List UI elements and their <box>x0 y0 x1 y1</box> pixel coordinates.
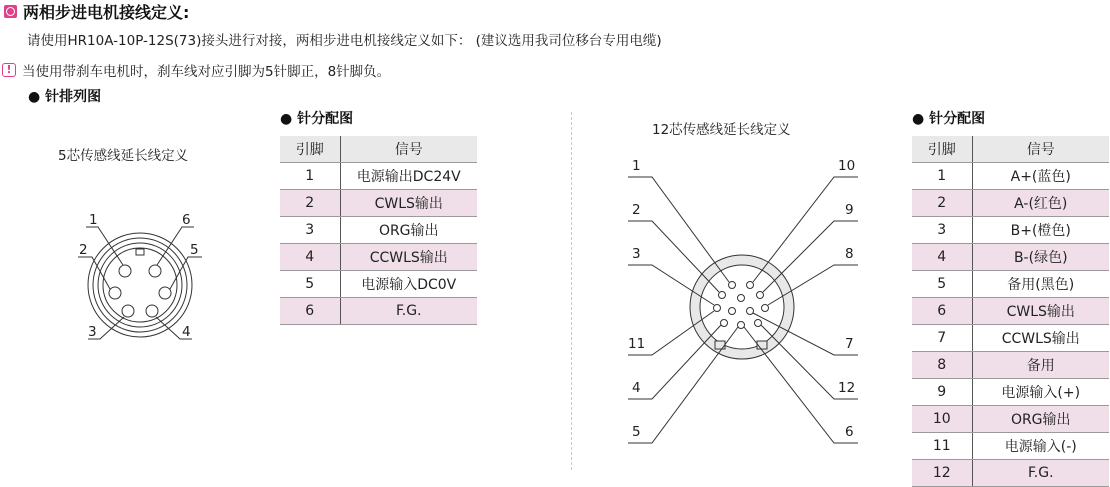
header-signal: 信号 <box>972 136 1109 163</box>
pin-cell: 2 <box>280 190 340 217</box>
signal-cell: CCWLS输出 <box>972 325 1109 352</box>
pin-label-4: 4 <box>182 324 191 340</box>
pin-label-12: 12 <box>838 380 856 396</box>
pin-cell: 3 <box>912 217 972 244</box>
section-title-text: 两相步进电机接线定义: <box>23 3 190 22</box>
pin-label-10: 10 <box>838 158 856 174</box>
header-signal: 信号 <box>340 136 477 163</box>
signal-cell: 备用 <box>972 352 1109 379</box>
signal-cell: CWLS输出 <box>340 190 477 217</box>
pin-cell: 6 <box>280 298 340 325</box>
signal-cell: B+(橙色) <box>972 217 1109 244</box>
pin-cell: 4 <box>912 244 972 271</box>
brake-note-text: 当使用带刹车电机时，刹车线对应引脚为5针脚正，8针脚负。 <box>22 64 391 80</box>
pin-label-6: 6 <box>845 424 854 440</box>
table-row <box>912 433 1109 460</box>
table-row <box>912 325 1109 352</box>
signal-cell: B-(绿色) <box>972 244 1109 271</box>
signal-cell: 电源输入DC0V <box>340 271 477 298</box>
signal-cell: ORG输出 <box>340 217 477 244</box>
table-row <box>912 190 1109 217</box>
signal-cell: 电源输入(+) <box>972 379 1109 406</box>
table-row <box>912 271 1109 298</box>
pin-label-11: 11 <box>628 336 646 352</box>
table-row <box>912 352 1109 379</box>
header-pin: 引脚 <box>280 136 340 163</box>
signal-cell: 电源输入(-) <box>972 433 1109 460</box>
left-pin-table <box>280 136 477 325</box>
pin-label-8: 8 <box>845 246 854 262</box>
pin-label-7: 7 <box>845 336 854 352</box>
table-row <box>280 271 477 298</box>
pin-cell: 5 <box>280 271 340 298</box>
pin-cell: 10 <box>912 406 972 433</box>
right-pin-table <box>912 136 1109 487</box>
table-row <box>280 190 477 217</box>
pin-label-6: 6 <box>182 212 191 228</box>
table-row <box>912 406 1109 433</box>
pin-cell: 11 <box>912 433 972 460</box>
right-diagram-caption: 12芯传感线延长线定义 <box>652 122 791 138</box>
right-pin-assignment-heading: ● 针分配图 <box>912 111 986 127</box>
signal-cell: A-(红色) <box>972 190 1109 217</box>
pin-cell: 5 <box>912 271 972 298</box>
warning-icon: ! <box>2 63 16 77</box>
signal-cell: F.G. <box>972 460 1109 487</box>
table-row <box>912 217 1109 244</box>
pin-cell: 3 <box>280 217 340 244</box>
pin-cell: 8 <box>912 352 972 379</box>
intro-text: 请使用HR10A-10P-12S(73)接头进行对接，两相步进电机接线定义如下： (建议选用我司位移台专用电缆) <box>27 33 662 49</box>
signal-cell: A+(蓝色) <box>972 163 1109 190</box>
pin-label-3: 3 <box>632 246 641 262</box>
pin-cell: 6 <box>912 298 972 325</box>
pin-label-9: 9 <box>845 202 854 218</box>
pin-label-5: 5 <box>632 424 641 440</box>
table-row <box>912 298 1109 325</box>
table-row <box>912 379 1109 406</box>
signal-cell: ORG输出 <box>972 406 1109 433</box>
left-pin-assignment-heading: ● 针分配图 <box>280 111 354 127</box>
signal-cell: CCWLS输出 <box>340 244 477 271</box>
pin-label-1: 1 <box>632 158 641 174</box>
table-row <box>912 244 1109 271</box>
signal-cell: F.G. <box>340 298 477 325</box>
section-marker-icon <box>4 5 17 18</box>
section-divider <box>571 112 572 470</box>
table-header-row <box>280 136 477 163</box>
pin-layout-heading: ● 针排列图 <box>28 89 102 105</box>
table-row <box>280 298 477 325</box>
pin-cell: 1 <box>280 163 340 190</box>
pin-cell: 4 <box>280 244 340 271</box>
brake-note <box>2 60 390 80</box>
table-row <box>912 460 1109 487</box>
signal-cell: CWLS输出 <box>972 298 1109 325</box>
table-row <box>280 217 477 244</box>
pin-label-3: 3 <box>88 324 97 340</box>
pin-cell: 1 <box>912 163 972 190</box>
left-diagram-caption: 5芯传感线延长线定义 <box>58 148 189 164</box>
pin-label-2: 2 <box>79 242 88 258</box>
table-row <box>912 163 1109 190</box>
pin-label-5: 5 <box>190 242 199 258</box>
pin-cell: 9 <box>912 379 972 406</box>
pin-label-2: 2 <box>632 202 641 218</box>
pin-label-4: 4 <box>632 380 641 396</box>
table-row <box>280 244 477 271</box>
signal-cell: 电源输出DC24V <box>340 163 477 190</box>
pin-cell: 12 <box>912 460 972 487</box>
pin-label-1: 1 <box>89 212 98 228</box>
table-row <box>280 163 477 190</box>
signal-cell: 备用(黑色) <box>972 271 1109 298</box>
header-pin: 引脚 <box>912 136 972 163</box>
pin-cell: 2 <box>912 190 972 217</box>
section-title <box>4 0 189 23</box>
table-header-row <box>912 136 1109 163</box>
pin-cell: 7 <box>912 325 972 352</box>
connector-12pin-diagram <box>622 155 872 455</box>
